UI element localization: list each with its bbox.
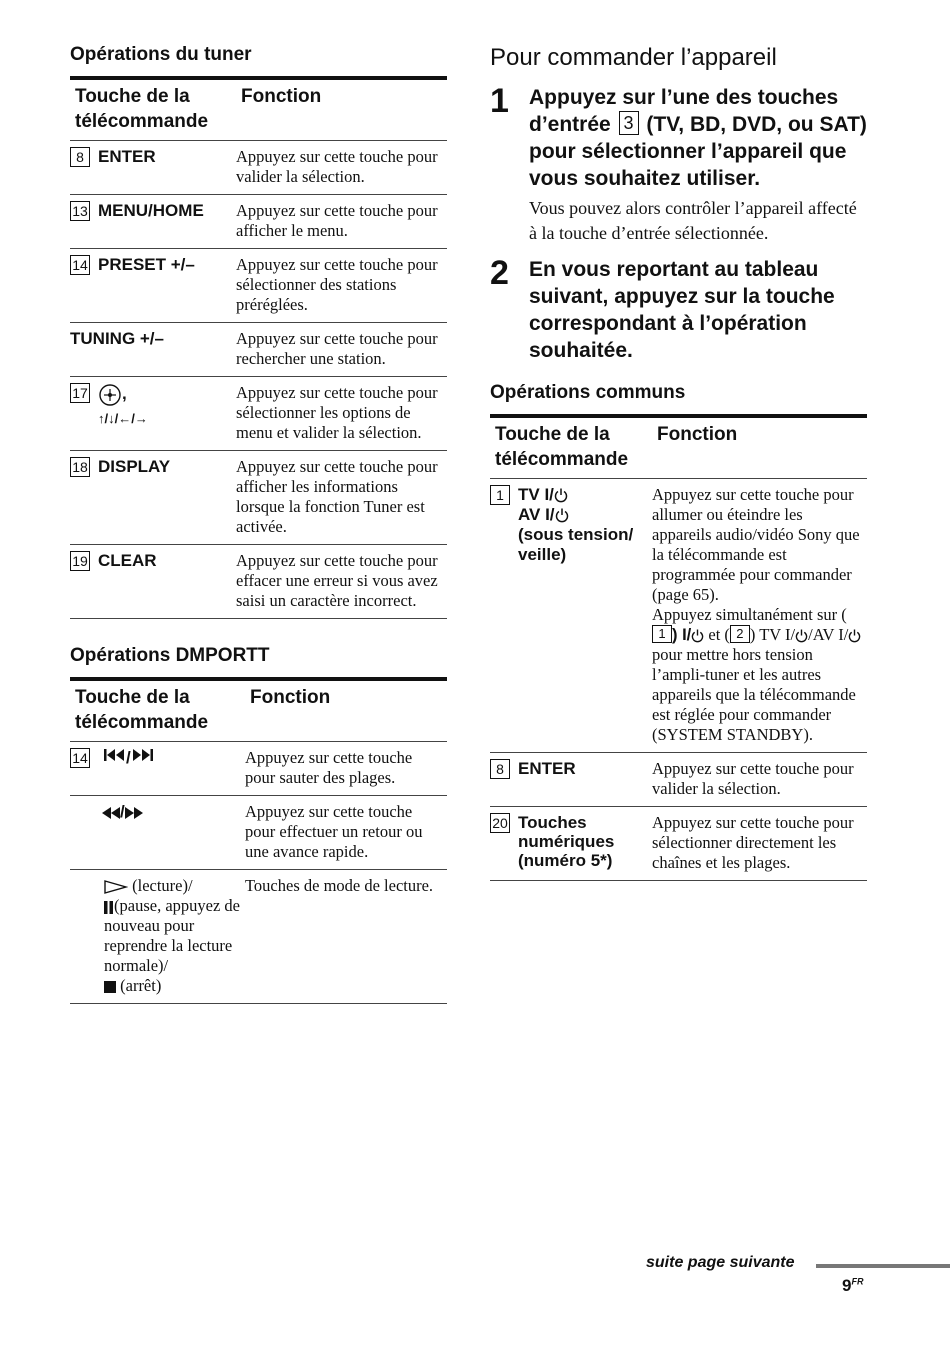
col-header-key: Touche de la télécommande [75,86,209,132]
table-row [70,451,447,545]
key-label: Touches numériques (numéro 5*) [518,813,615,870]
footer-rule [816,1264,950,1268]
key-number: 1 [490,485,510,505]
function-text: Appuyez sur cette touche pour valider la sélection. [652,753,867,807]
key-label: ENTER [98,147,156,166]
col-header-function: Fonction [657,424,738,445]
text-part: pour mettre hors tension l’ampli-tuner et les autres appareils que la télécommande est réglée pour commander (SYSTEM STANDBY). [652,645,856,744]
text-part: ) I/ [672,626,692,644]
communs-table [490,414,867,881]
col-header-function: Fonction [241,86,322,107]
key-label: PRESET +/– [98,255,195,274]
power-icon [554,488,568,503]
table-header [70,679,447,742]
key-number: 17 [70,383,90,403]
power-icon [691,629,704,643]
enter-circle-icon [98,383,122,407]
key-number: 14 [70,748,90,768]
page-title: Pour commander l’appareil [490,44,777,71]
key-label: AV I/ [518,505,555,524]
key-label: / [120,802,125,821]
key-number: 8 [70,147,90,167]
function-text: Appuyez sur cette touche pour sauter des plages. [245,742,447,796]
step-title-part: Appuyez sur l’une des touches d’entrée [529,86,839,136]
function-text: Appuyez sur cette touche pour effectuer un retour ou une avance rapide. [245,796,447,870]
step-text: Vous pouvez alors contrôler l’appareil affecté à la touche d’entrée sélectionnée. [529,198,857,243]
play-icon [104,880,128,894]
page-number [842,1276,863,1296]
key-number: 14 [70,255,90,275]
function-text: Appuyez sur cette touche pour afficher le menu. [236,195,447,249]
table-row [490,807,867,881]
table-row [70,141,447,195]
text-part: et ( [704,625,730,644]
page-number-value: 9 [842,1276,852,1295]
table-row [70,249,447,323]
next-track-icon [131,748,153,762]
table-header [70,78,447,141]
tuner-heading: Opérations du tuner [70,44,252,65]
power-icon [555,508,569,523]
table-row [70,545,447,619]
text-part: Appuyez simultanément sur ( [652,605,847,624]
step-number: 2 [490,254,509,292]
function-text: Appuyez sur cette touche pour valider la sélection. [236,141,447,195]
function-text: Appuyez sur cette touche pour sélectionner des stations préréglées. [236,249,447,323]
key-label: ENTER [518,759,576,778]
step-number: 1 [490,82,509,120]
dmport-table [70,677,447,1004]
col-header-function: Fonction [250,687,331,708]
stop-icon [104,981,116,993]
step-1 [490,84,867,246]
key-label: / [126,748,131,767]
key-label: TUNING +/– [70,329,164,348]
power-icon [848,629,861,643]
table-header [490,416,867,479]
language-code: FR [851,1276,864,1287]
key-label: CLEAR [98,551,157,570]
table-row [70,742,447,796]
previous-track-icon [104,748,126,762]
table-row [70,195,447,249]
stop-label: (arrêt) [120,976,162,995]
function-text: Appuyez sur cette touche pour rechercher une station. [236,323,447,377]
continued-label: suite page suivante [646,1254,795,1271]
col-header-key: Touche de la télécommande [75,687,209,733]
key-label: MENU/HOME [98,201,204,220]
tuner-table [70,76,447,619]
function-text: Appuyez sur cette touche pour allumer ou éteindre les appareils audio/vidéo Sony que la télécommande est programmée pour commander (page 65). [652,485,860,604]
function-text: Appuyez sur cette touche pour afficher les informations lorsque la fonction Tuner est activée. [236,451,447,545]
fast-forward-icon [125,806,143,820]
right-column [490,44,867,881]
pause-label: (pause, appuyez de nouveau pour reprendre la lecture normale)/ [104,896,240,975]
key-label: , [122,383,127,403]
text-part: ) TV I/ [749,625,796,644]
key-number: 13 [70,201,90,221]
key-number: 19 [70,551,90,571]
key-number: 2 [730,625,750,643]
dmport-heading: Opérations DMPORTT [70,645,270,666]
function-text-2 [652,605,865,745]
left-column [70,44,447,1004]
table-row [490,479,867,753]
pause-icon [104,901,114,914]
step-2 [490,256,867,364]
table-row [70,870,447,1004]
arrow-keys-label: ↑/↓/←/→ [98,411,148,426]
key-number: 18 [70,457,90,477]
communs-heading: Opérations communs [490,382,686,403]
function-text: Appuyez sur cette touche pour effacer une erreur si vous avez saisi un caractère incorrect. [236,545,447,619]
step-title: En vous reportant au tableau suivant, appuyez sur la touche correspondant à l’opération souhaitée. [529,258,835,362]
power-icon [795,629,808,643]
input-key-number: 3 [619,111,639,135]
function-text: Touches de mode de lecture. [245,870,447,1004]
table-row [70,377,447,451]
step-title-part: (TV, BD, DVD, ou SAT) pour sélectionner l’appareil que vous souhaitez utiliser. [529,113,867,190]
key-label: DISPLAY [98,457,171,476]
rewind-icon [102,806,120,820]
table-row [490,753,867,807]
key-number: 1 [652,625,672,643]
function-text: Appuyez sur cette touche pour sélectionner directement les chaînes et les plages. [652,807,867,881]
function-text: Appuyez sur cette touche pour sélectionner les options de menu et valider la sélection. [236,377,447,451]
key-label: (sous tension/ veille) [518,525,634,564]
key-label: TV I/ [518,485,554,504]
key-number: 8 [490,759,510,779]
key-number: 20 [490,813,510,833]
play-label: (lecture)/ [132,876,193,895]
text-part: /AV I/ [808,625,849,644]
col-header-key: Touche de la télécommande [495,424,629,470]
table-row [70,796,447,870]
step-title [529,84,867,192]
table-row [70,323,447,377]
